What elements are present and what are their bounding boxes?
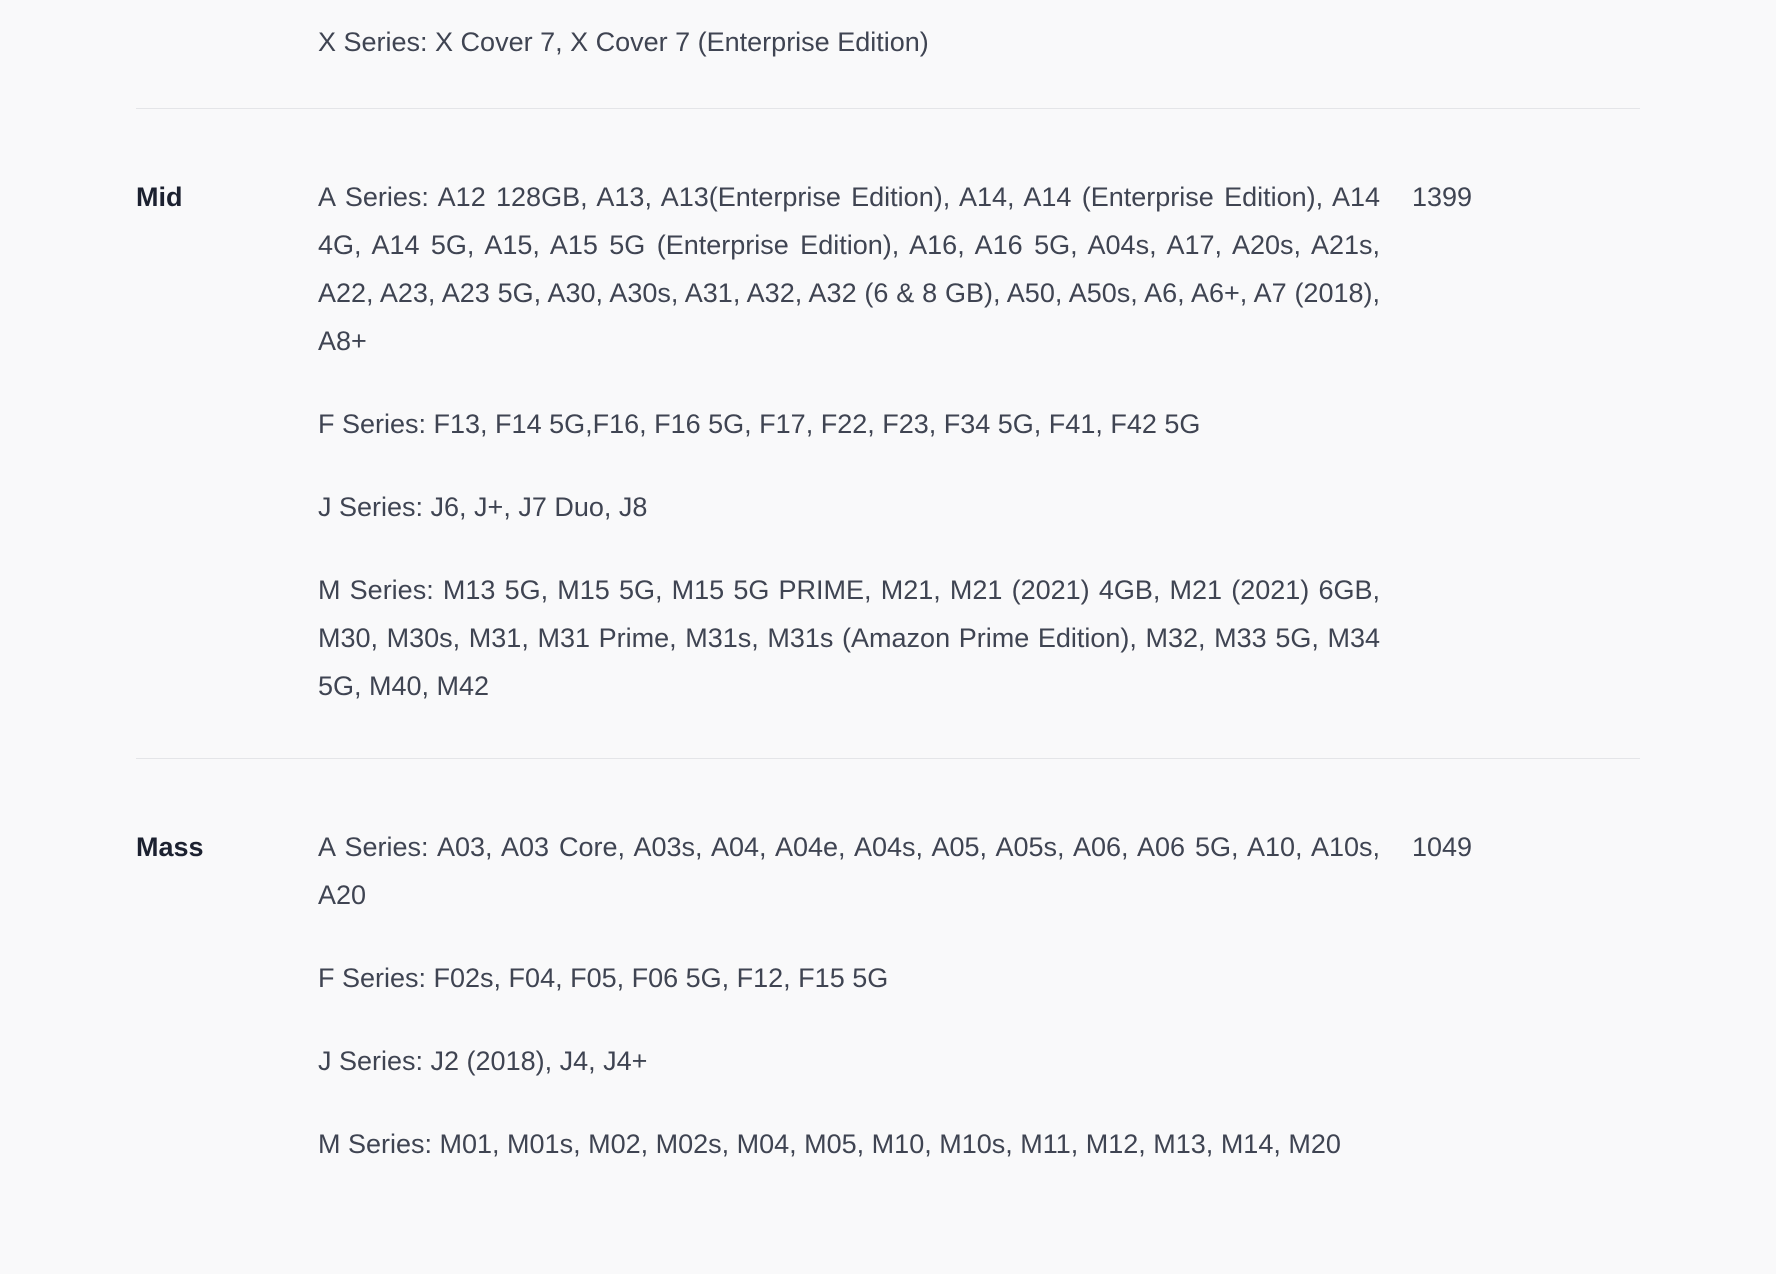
tier-label: Mass [136,832,204,862]
device-tier-table [136,0,1640,1216]
price-value: 1049 [1412,832,1473,862]
price-value: 1399 [1412,182,1473,212]
series-paragraph: M Series: M01, M01s, M02, M02s, M04, M05, M10, M10s, M11, M12, M13, M14, M20 [318,1129,1341,1159]
table-row [136,109,1640,759]
series-paragraph: M Series: M13 5G, M15 5G, M15 5G PRIME, M21, M21 (2021) 4GB, M21 (2021) 6GB, M30, M30s, M31, M31 Prime, M31s, M31s (Amazon Prime Edition), M32, M33 5G, M34 5G, M40, M42 [318,575,1380,701]
model-list [318,823,1380,1168]
series-paragraph: F Series: F02s, F04, F05, F06 5G, F12, F15 5G [318,963,889,993]
series-paragraph: J Series: J6, J+, J7 Duo, J8 [318,492,648,522]
series-paragraph: J Series: J2 (2018), J4, J4+ [318,1046,648,1076]
tier-label: Mid [136,182,183,212]
series-paragraph: A Series: A03, A03 Core, A03s, A04, A04e, A04s, A05, A05s, A06, A06 5G, A10, A10s, A20 [318,832,1380,910]
table-row [136,759,1640,1216]
series-paragraph: X Series: X Cover 7, X Cover 7 (Enterprise Edition) [318,27,929,57]
model-list [318,18,1380,66]
model-list [318,173,1380,710]
series-paragraph: F Series: F13, F14 5G,F16, F16 5G, F17, F22, F23, F34 5G, F41, F42 5G [318,409,1201,439]
series-paragraph: A Series: A12 128GB, A13, A13(Enterprise Edition), A14, A14 (Enterprise Edition), A14 4G, A14 5G, A15, A15 5G (Enterprise Edition), A16, A16 5G, A04s, A17, A20s, A21s, A22, A23, A23 5G, A30, A30s, A31, A32, A32 (6 & 8 GB), A50, A50s, A6, A6+, A7 (2018), A8+ [318,182,1380,356]
table-row [136,0,1640,109]
